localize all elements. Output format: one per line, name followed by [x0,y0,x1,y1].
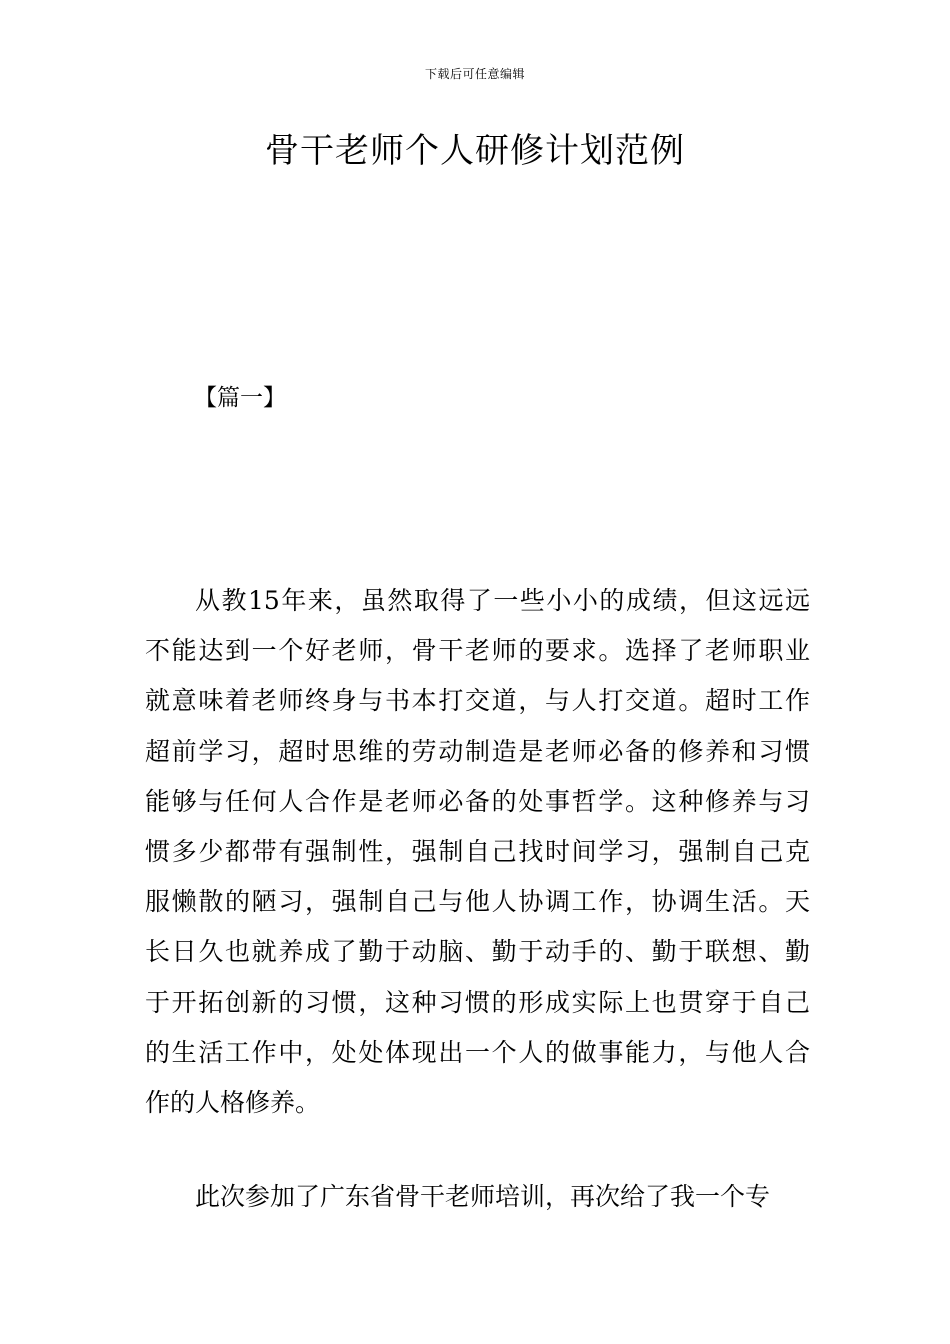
paragraph-line: 的生活工作中，处处体现出一个人的做事能力，与他人合 [145,1037,810,1067]
paragraph-line: 超前学习，超时思维的劳动制造是老师必备的修养和习惯 [145,736,810,766]
header-note: 下载后可任意编辑 [424,67,525,81]
paragraph-line: 此次参加了广东省骨干老师培训，再次给了我一个专 [195,1182,771,1211]
paragraph-line: 服懒散的陋习，强制自己与他人协调工作，协调生活。天 [145,887,810,917]
paragraph-line: 作的人格修养。 [145,1088,321,1118]
paragraph-line: 惯多少都带有强制性，强制自己找时间学习，强制自己克 [145,837,810,867]
paragraph-line: 从教15年来，虽然取得了一些小小的成绩，但这远远 [195,586,810,615]
paragraph-line: 于开拓创新的习惯，这种习惯的形成实际上也贯穿于自己 [145,987,810,1017]
paragraph-line: 能够与任何人合作是老师必备的处事哲学。这种修养与习 [145,786,810,816]
paragraph-line: 长日久也就养成了勤于动脑、勤于动手的、勤于联想、勤 [145,937,810,967]
document-title: 骨干老师个人研修计划范例 [265,131,685,171]
section-label: 【篇一】 [194,385,286,411]
paragraph-1 [145,576,810,1128]
paragraph-line: 不能达到一个好老师，骨干老师的要求。选择了老师职业 [145,636,810,666]
paragraph-line: 就意味着老师终身与书本打交道，与人打交道。超时工作 [145,686,810,716]
paragraph-2 [145,1172,810,1222]
